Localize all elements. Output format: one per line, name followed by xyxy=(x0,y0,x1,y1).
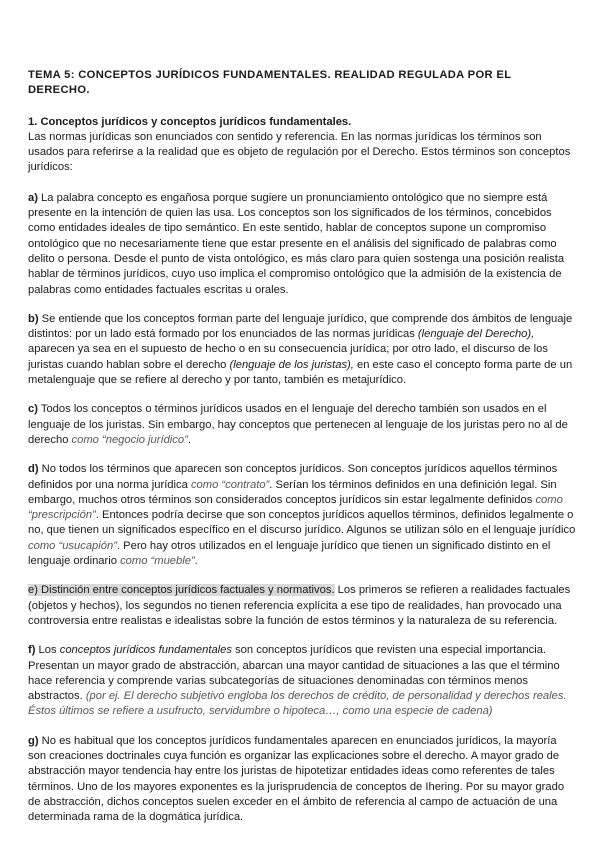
paragraph-a-letter: a) xyxy=(28,191,38,204)
paragraph-c-text-2: . xyxy=(187,433,191,446)
paragraph-c-example-1: como “negocio jurídico” xyxy=(71,433,188,446)
paragraph-g-letter: g) xyxy=(28,734,39,747)
paragraph-d-letter: d) xyxy=(28,463,39,476)
paragraph-d-example-3: como “usucapión” xyxy=(28,539,117,552)
paragraph-b-italic-2: (lenguaje de los juristas), xyxy=(229,358,354,371)
paragraph-e-highlight: e) Distinción entre conceptos jurídicos factuales y normativos. xyxy=(28,584,335,597)
document-title: TEMA 5: CONCEPTOS JURÍDICOS FUNDAMENTALES. REALIDAD REGULADA POR EL DERECHO. xyxy=(28,69,512,97)
document-page xyxy=(28,68,576,839)
paragraph-d xyxy=(28,462,576,569)
paragraph-b-text-3: en este caso el concepto forma parte de un metalenguaje que se refiere al derecho y por tanto, también es metajurídico. xyxy=(28,358,573,387)
paragraph-b-italic-1: (lenguaje del Derecho), xyxy=(417,328,535,341)
paragraph-c-letter: c) xyxy=(28,403,38,416)
paragraph-g xyxy=(28,734,576,826)
paragraph-f-italic-1: conceptos jurídicos fundamentales xyxy=(59,644,232,657)
paragraph-d-example-4: como “mueble” xyxy=(120,555,195,568)
paragraph-e xyxy=(28,583,576,629)
paragraph-g-text-1: No es habitual que los conceptos jurídicos fundamentales aparecen en enunciados jurídicos, la mayoría son creaciones doctrinales cuya función es organizar las explicaciones sobre el derecho. A mayor grado de abstracción mayor tendencia hay entre los juristas de hipotetizar entidades ideas como referentes de tales términos. Uno de los mayores exponentes es la jurisprudencia de conceptos de Ihering. Por su mayor grado de abstracción, dichos conceptos suelen exceder en el ámbito de referencia al campo de actuación de una determinada rama de la dogmática jurídica. xyxy=(28,734,565,824)
paragraph-b xyxy=(28,312,576,388)
section-intro: Las normas jurídicas son enunciados con sentido y referencia. En las normas jurídicas los términos son usados para referirse a la realidad que es objeto de regulación por el Derecho. Estos términos son conceptos jurídicos: xyxy=(28,130,571,174)
paragraph-f-letter: f) xyxy=(28,644,36,657)
paragraph-c-text-1: Todos los conceptos o términos jurídicos usados en el lenguaje del derecho también son usados en el lenguaje de los juristas. Sin embargo, hay conceptos que pertenecen al lenguaje de los juristas pero no al de derecho xyxy=(28,403,568,446)
paragraph-d-text-5: . xyxy=(194,555,198,568)
paragraph-f-text-1: Los xyxy=(35,644,60,657)
paragraph-e-text-1: Los primeros se refieren a realidades factuales (objetos y hechos), los segundos no tienen referencia explícita a ese tipo de realidades, han provocado una controversia entre realistas e idealistas sobre la función de estos términos y la naturaleza de su referencia. xyxy=(28,584,571,627)
paragraph-d-text-4: . Pero hay otros utilizados en el lenguaje jurídico que tienen un significado distinto en el lenguaje ordinario xyxy=(28,539,551,568)
paragraph-d-example-2: como “prescripción” xyxy=(28,493,563,522)
paragraph-d-text-1: No todos los términos que aparecen son conceptos jurídicos. Son conceptos jurídicos aquellos términos definidos por una norma jurídica xyxy=(28,463,558,491)
paragraph-c xyxy=(28,402,576,448)
paragraph-a-text: La palabra concepto es engañosa porque sugiere un pronunciamiento ontológico que no siempre está presente en la intención de quien las usa. Los conceptos son los significados de los términos, concebidos como entidades ideales de tipo semántico. En este sentido, hablar de conceptos supone un compromiso ontológico que no necesariamente tiene que estar presente en el análisis del significado de palabras como delito o persona. Desde el punto de vista ontológico, es más claro para quien sostenga una posición realista hablar de términos jurídicos, cuyo uso implica el compromiso ontológico que la admisión de la existencia de palabras como entidades factuales escritas u orales. xyxy=(28,191,565,296)
paragraph-b-text-2: aparecen ya sea en el supuesto de hecho o en su consecuencia jurídica; por otro lado, el discurso de los juristas cuando hablan sobre el derecho xyxy=(28,343,548,371)
paragraph-d-example-1: como “contrato” xyxy=(190,478,270,491)
paragraph-f-example-1: (por ej. El derecho subjetivo engloba los derechos de crédito, de personalidad y derechos reales. Éstos últimos se refiere a usufructo, servidumbre o hipoteca…, como una especie de cadena) xyxy=(28,690,567,718)
paragraph-b-letter: b) xyxy=(28,312,39,325)
paragraph-b-text-1: Se entiende que los conceptos forman parte del lenguaje jurídico, que comprende dos ámbitos de lenguaje distintos: por un lado está formado por los enunciados de las normas jurídicas xyxy=(28,312,573,341)
paragraph-d-text-2: . Serían los términos definidos en una definición legal. Sin embargo, muchos otros términos son considerados conceptos jurídicos sin estar legalmente definidos xyxy=(28,478,557,506)
paragraph-d-text-3: . Entonces podría decirse que son conceptos jurídicos aquellos términos, definidos legalmente o no, que tienen un significados específico en el discurso jurídico. Algunos se utilizan sólo en el lenguaje jurídico xyxy=(28,509,576,537)
paragraph-a xyxy=(28,191,576,298)
paragraph-f xyxy=(28,643,576,719)
section-heading: 1. Conceptos jurídicos y conceptos jurídicos fundamentales. xyxy=(28,115,352,128)
paragraph-f-text-2: son conceptos jurídicos que revisten una especial importancia. Presentan un mayor grado de abstracción, abarcan una mayor cantidad de situaciones a las que el término hace referencia y comprende varias subcategorías de situaciones denominadas con términos menos abstractos. xyxy=(28,644,560,703)
